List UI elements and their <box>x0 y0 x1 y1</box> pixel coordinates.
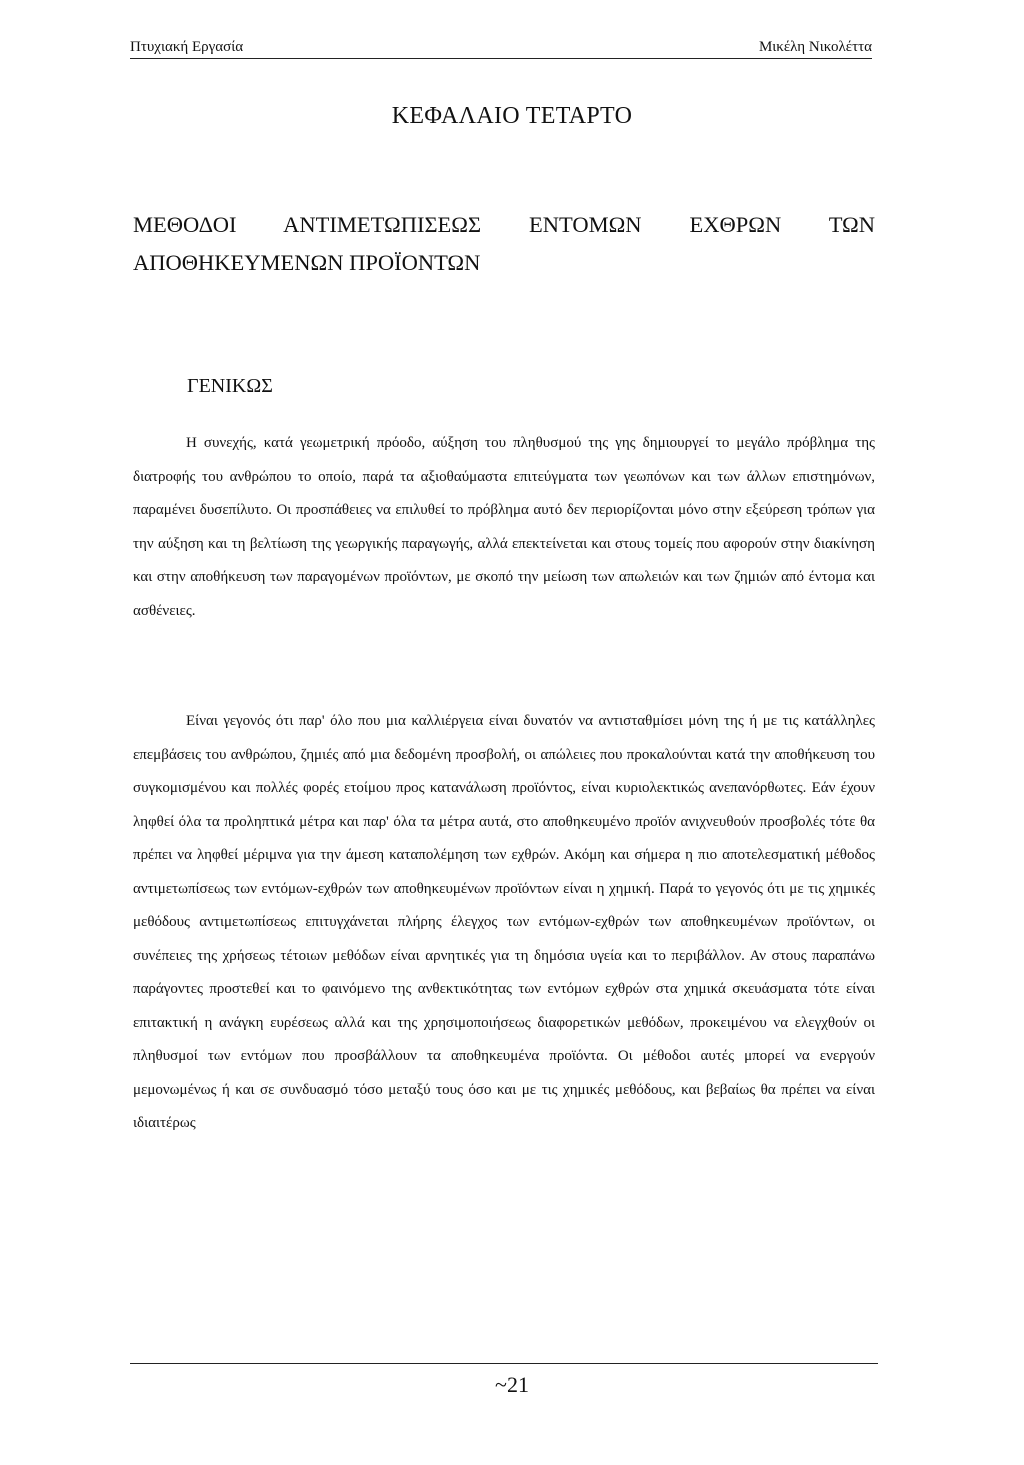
chapter-title: ΚΕΦΑΛΑΙΟ ΤΕΤΑΡΤΟ <box>391 103 633 129</box>
running-header <box>130 38 872 59</box>
footer-rule <box>130 1363 878 1364</box>
page-number: ~21 <box>495 1372 529 1397</box>
section-heading: ΜΕΘΟΔΟΙ ΑΝΤΙΜΕΤΩΠΙΣΕΩΣ ΕΝΤΟΜΩΝ ΕΧΘΡΩΝ ΤΩΝ ΑΠΟΘΗΚΕΥΜΕΝΩΝ ΠΡΟΪΟΝΤΩΝ <box>133 212 875 275</box>
body-paragraph-2: Είναι γεγονός ότι παρ' όλο που μια καλλιέργεια είναι δυνατόν να αντισταθμίσει μόνη της ή με τις κατάλληλες επεμβάσεις του ανθρώπου, ζημιές από μια δεδομένη προσβολή, οι απώλειες που προκαλούνται κατά την αποθήκευση του συγκομισμένου και πολλές φορές ετοίμου προς κατανάλωση προϊόντος, είναι κυριολεκτικώς ανεπανόρθωτες. Εάν έχουν ληφθεί όλα τα προληπτικά μέτρα και παρ' όλα τα μέτρα αυτά, στο αποθηκευμένο προϊόν ανιχνευθούν προσβολές τότε θα πρέπει να ληφθεί μέριμνα για την άμεση καταπολέμηση των εχθρών. Ακόμη και σήμερα η πιο αποτελεσματική μέθοδος αντιμετωπίσεως των εντόμων-εχθρών των αποθηκευμένων προϊόντων είναι η χημική. Παρά το γεγονός ότι με τις χημικές μεθόδους αντιμετωπίσεως επιτυγχάνεται πλήρης έλεγχος των εντόμων-εχθρών των αποθηκευμένων προϊόντων, οι συνέπειες της χρήσεως τέτοιων μεθόδων είναι αρνητικές για τη δημόσια υγεία και το περιβάλλον. Αν στους παραπάνω παράγοντες προστεθεί και το φαινόμενο της ανθεκτικότητας των εντόμων εχθρών στα χημικά σκευάσματα τότε είναι επιτακτική η ανάγκη ευρέσεως αλλά και της χρησιμοποιήσεως διαφορετικών μεθόδων, προκειμένου να ελεγχθούν οι πληθυσμοί των εντόμων που προσβάλλουν τα αποθηκευμένα προϊόντα. Οι μέθοδοι αυτές μπορεί να ενεργούν μεμονωμένως ή και σε συνδυασμό τόσο μεταξύ τους όσο και με τις χημικές μεθόδους, και βεβαίως θα πρέπει να είναι ιδιαιτέρως <box>133 713 875 1131</box>
body-paragraph-1: Η συνεχής, κατά γεωμετρική πρόοδο, αύξηση του πληθυσμού της γης δημιουργεί το μεγάλο πρόβλημα της διατροφής του ανθρώπου το οποίο, παρά τα αξιοθαύμαστα επιτεύγματα των γεωπόνων και των άλλων επιστημόνων, παραμένει δυσεπίλυτο. Οι προσπάθειες να επιλυθεί το πρόβλημα αυτό δεν περιορίζονται μόνο στην εξεύρεση τρόπων για την αύξηση και τη βελτίωση της γεωργικής παραγωγής, αλλά επεκτείνεται και στους τομείς που αφορούν στην διακίνηση και στην αποθήκευση των παραγομένων προϊόντων, με σκοπό την μείωση των απωλειών και των ζημιών από έντομα και ασθένειες. <box>133 435 875 619</box>
subheading: ΓΕΝΙΚΩΣ <box>187 375 273 397</box>
header-document-type: Πτυχιακή Εργασία <box>130 39 244 55</box>
header-author-name: Μικέλη Νικολέττα <box>758 39 872 55</box>
